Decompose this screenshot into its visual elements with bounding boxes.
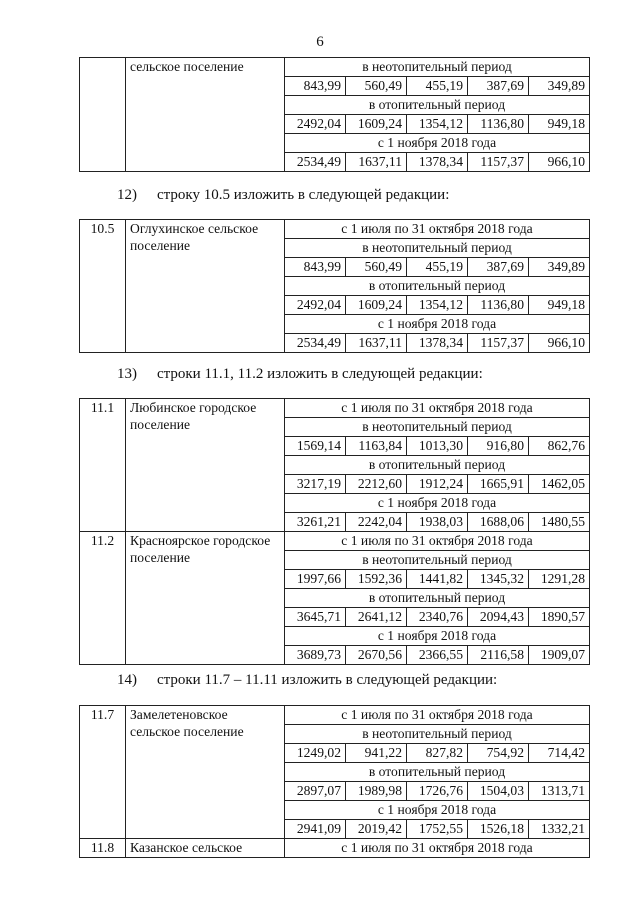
paragraph-number: 12) [117, 187, 137, 203]
settlement-name: Оглухинское сельское поселение [126, 220, 285, 353]
tariff-value: 1136,80 [468, 115, 529, 134]
tariff-value: 1637,11 [346, 153, 407, 172]
row-code: 11.7 [80, 706, 126, 839]
jul-oct-period-header: с 1 июля по 31 октября 2018 года [285, 220, 590, 239]
tariff-value: 1504,03 [468, 782, 529, 801]
row-code: 11.8 [80, 839, 126, 858]
paragraph-text: строки 11.7 – 11.11 изложить в следующей редакции: [157, 672, 498, 688]
tariff-value: 1378,34 [407, 334, 468, 353]
settlement-name: Любинское городское поселение [126, 399, 285, 532]
tariff-value: 1354,12 [407, 115, 468, 134]
tariff-value: 2212,60 [346, 475, 407, 494]
tariff-value: 2641,12 [346, 608, 407, 627]
non-heating-period-header: в неотопительный период [285, 58, 590, 77]
non-heating-period-header: в неотопительный период [285, 551, 590, 570]
amendment-paragraph-14 [117, 672, 497, 689]
tariff-value: 387,69 [468, 77, 529, 96]
tariff-value: 843,99 [285, 77, 346, 96]
tariff-table-11-1-11-2 [79, 398, 590, 665]
tariff-value: 1354,12 [407, 296, 468, 315]
tariff-value: 1157,37 [468, 334, 529, 353]
page-number: 6 [316, 34, 324, 50]
tariff-value: 754,92 [468, 744, 529, 763]
tariff-value: 1609,24 [346, 296, 407, 315]
jul-oct-period-header: с 1 июля по 31 октября 2018 года [285, 839, 590, 858]
tariff-value: 349,89 [529, 258, 590, 277]
settlement-name: Красноярское городское поселение [126, 532, 285, 665]
tariff-value: 1637,11 [346, 334, 407, 353]
paragraph-number: 14) [117, 672, 137, 688]
tariff-value: 1526,18 [468, 820, 529, 839]
tariff-value: 966,10 [529, 334, 590, 353]
tariff-value: 3689,73 [285, 646, 346, 665]
tariff-value: 1462,05 [529, 475, 590, 494]
tariff-value: 1569,14 [285, 437, 346, 456]
paragraph-text: строки 11.1, 11.2 изложить в следующей редакции: [157, 366, 483, 382]
tariff-value: 2534,49 [285, 153, 346, 172]
tariff-value: 2534,49 [285, 334, 346, 353]
tariff-value: 3217,19 [285, 475, 346, 494]
tariff-value: 1912,24 [407, 475, 468, 494]
tariff-value: 1332,21 [529, 820, 590, 839]
tariff-value: 2670,56 [346, 646, 407, 665]
tariff-value: 2897,07 [285, 782, 346, 801]
tariff-table-continuation [79, 57, 590, 172]
non-heating-period-header: в неотопительный период [285, 725, 590, 744]
tariff-value: 560,49 [346, 258, 407, 277]
tariff-value: 1157,37 [468, 153, 529, 172]
settlement-name: Казанское сельское [126, 839, 285, 858]
tariff-value: 387,69 [468, 258, 529, 277]
tariff-value: 1989,98 [346, 782, 407, 801]
tariff-value: 1938,03 [407, 513, 468, 532]
tariff-value: 2492,04 [285, 115, 346, 134]
tariff-value: 1291,28 [529, 570, 590, 589]
settlement-name: Замелетеновское сельское поселение [126, 706, 285, 839]
tariff-value: 949,18 [529, 296, 590, 315]
heating-period-header: в отопительный период [285, 96, 590, 115]
tariff-value: 1136,80 [468, 296, 529, 315]
tariff-value: 1313,71 [529, 782, 590, 801]
tariff-value: 560,49 [346, 77, 407, 96]
table-row [80, 220, 590, 239]
tariff-value: 2242,04 [346, 513, 407, 532]
tariff-value: 3261,21 [285, 513, 346, 532]
tariff-value: 2941,09 [285, 820, 346, 839]
tariff-value: 2340,76 [407, 608, 468, 627]
tariff-value: 2116,58 [468, 646, 529, 665]
tariff-value: 916,80 [468, 437, 529, 456]
jul-oct-period-header: с 1 июля по 31 октября 2018 года [285, 532, 590, 551]
tariff-value: 1665,91 [468, 475, 529, 494]
amendment-paragraph-13 [117, 366, 483, 383]
tariff-value: 941,22 [346, 744, 407, 763]
tariff-value: 1997,66 [285, 570, 346, 589]
tariff-value: 2492,04 [285, 296, 346, 315]
heating-period-header: в отопительный период [285, 277, 590, 296]
non-heating-period-header: в неотопительный период [285, 239, 590, 258]
tariff-value: 1345,32 [468, 570, 529, 589]
tariff-value: 455,19 [407, 77, 468, 96]
tariff-value: 2094,43 [468, 608, 529, 627]
tariff-value: 1441,82 [407, 570, 468, 589]
jul-oct-period-header: с 1 июля по 31 октября 2018 года [285, 399, 590, 418]
paragraph-text: строку 10.5 изложить в следующей редакции: [157, 187, 450, 203]
tariff-value: 2019,42 [346, 820, 407, 839]
november-period-header: с 1 ноября 2018 года [285, 315, 590, 334]
amendment-paragraph-12 [117, 187, 449, 204]
non-heating-period-header: в неотопительный период [285, 418, 590, 437]
table-row [80, 839, 590, 858]
tariff-value: 1890,57 [529, 608, 590, 627]
table-row [80, 706, 590, 725]
tariff-value: 1609,24 [346, 115, 407, 134]
tariff-value: 1726,76 [407, 782, 468, 801]
november-period-header: с 1 ноября 2018 года [285, 134, 590, 153]
row-code: 11.1 [80, 399, 126, 532]
tariff-table-11-7-11-11 [79, 705, 590, 858]
table-row [80, 532, 590, 551]
tariff-value: 1378,34 [407, 153, 468, 172]
tariff-value: 1480,55 [529, 513, 590, 532]
tariff-table-10-5 [79, 219, 590, 353]
heating-period-header: в отопительный период [285, 763, 590, 782]
row-code: 10.5 [80, 220, 126, 353]
settlement-name: сельское поселение [126, 58, 285, 172]
tariff-value: 2366,55 [407, 646, 468, 665]
table-row [80, 58, 590, 77]
tariff-value: 1249,02 [285, 744, 346, 763]
row-code: 11.2 [80, 532, 126, 665]
tariff-value: 349,89 [529, 77, 590, 96]
table-row [80, 399, 590, 418]
tariff-value: 3645,71 [285, 608, 346, 627]
heating-period-header: в отопительный период [285, 589, 590, 608]
tariff-value: 862,76 [529, 437, 590, 456]
november-period-header: с 1 ноября 2018 года [285, 494, 590, 513]
tariff-value: 714,42 [529, 744, 590, 763]
row-code [80, 58, 126, 172]
tariff-value: 1752,55 [407, 820, 468, 839]
tariff-value: 1688,06 [468, 513, 529, 532]
heating-period-header: в отопительный период [285, 456, 590, 475]
tariff-value: 1163,84 [346, 437, 407, 456]
tariff-value: 1013,30 [407, 437, 468, 456]
tariff-value: 1909,07 [529, 646, 590, 665]
tariff-value: 843,99 [285, 258, 346, 277]
tariff-value: 949,18 [529, 115, 590, 134]
tariff-value: 455,19 [407, 258, 468, 277]
jul-oct-period-header: с 1 июля по 31 октября 2018 года [285, 706, 590, 725]
tariff-value: 1592,36 [346, 570, 407, 589]
tariff-value: 966,10 [529, 153, 590, 172]
november-period-header: с 1 ноября 2018 года [285, 801, 590, 820]
paragraph-number: 13) [117, 366, 137, 382]
tariff-value: 827,82 [407, 744, 468, 763]
november-period-header: с 1 ноября 2018 года [285, 627, 590, 646]
